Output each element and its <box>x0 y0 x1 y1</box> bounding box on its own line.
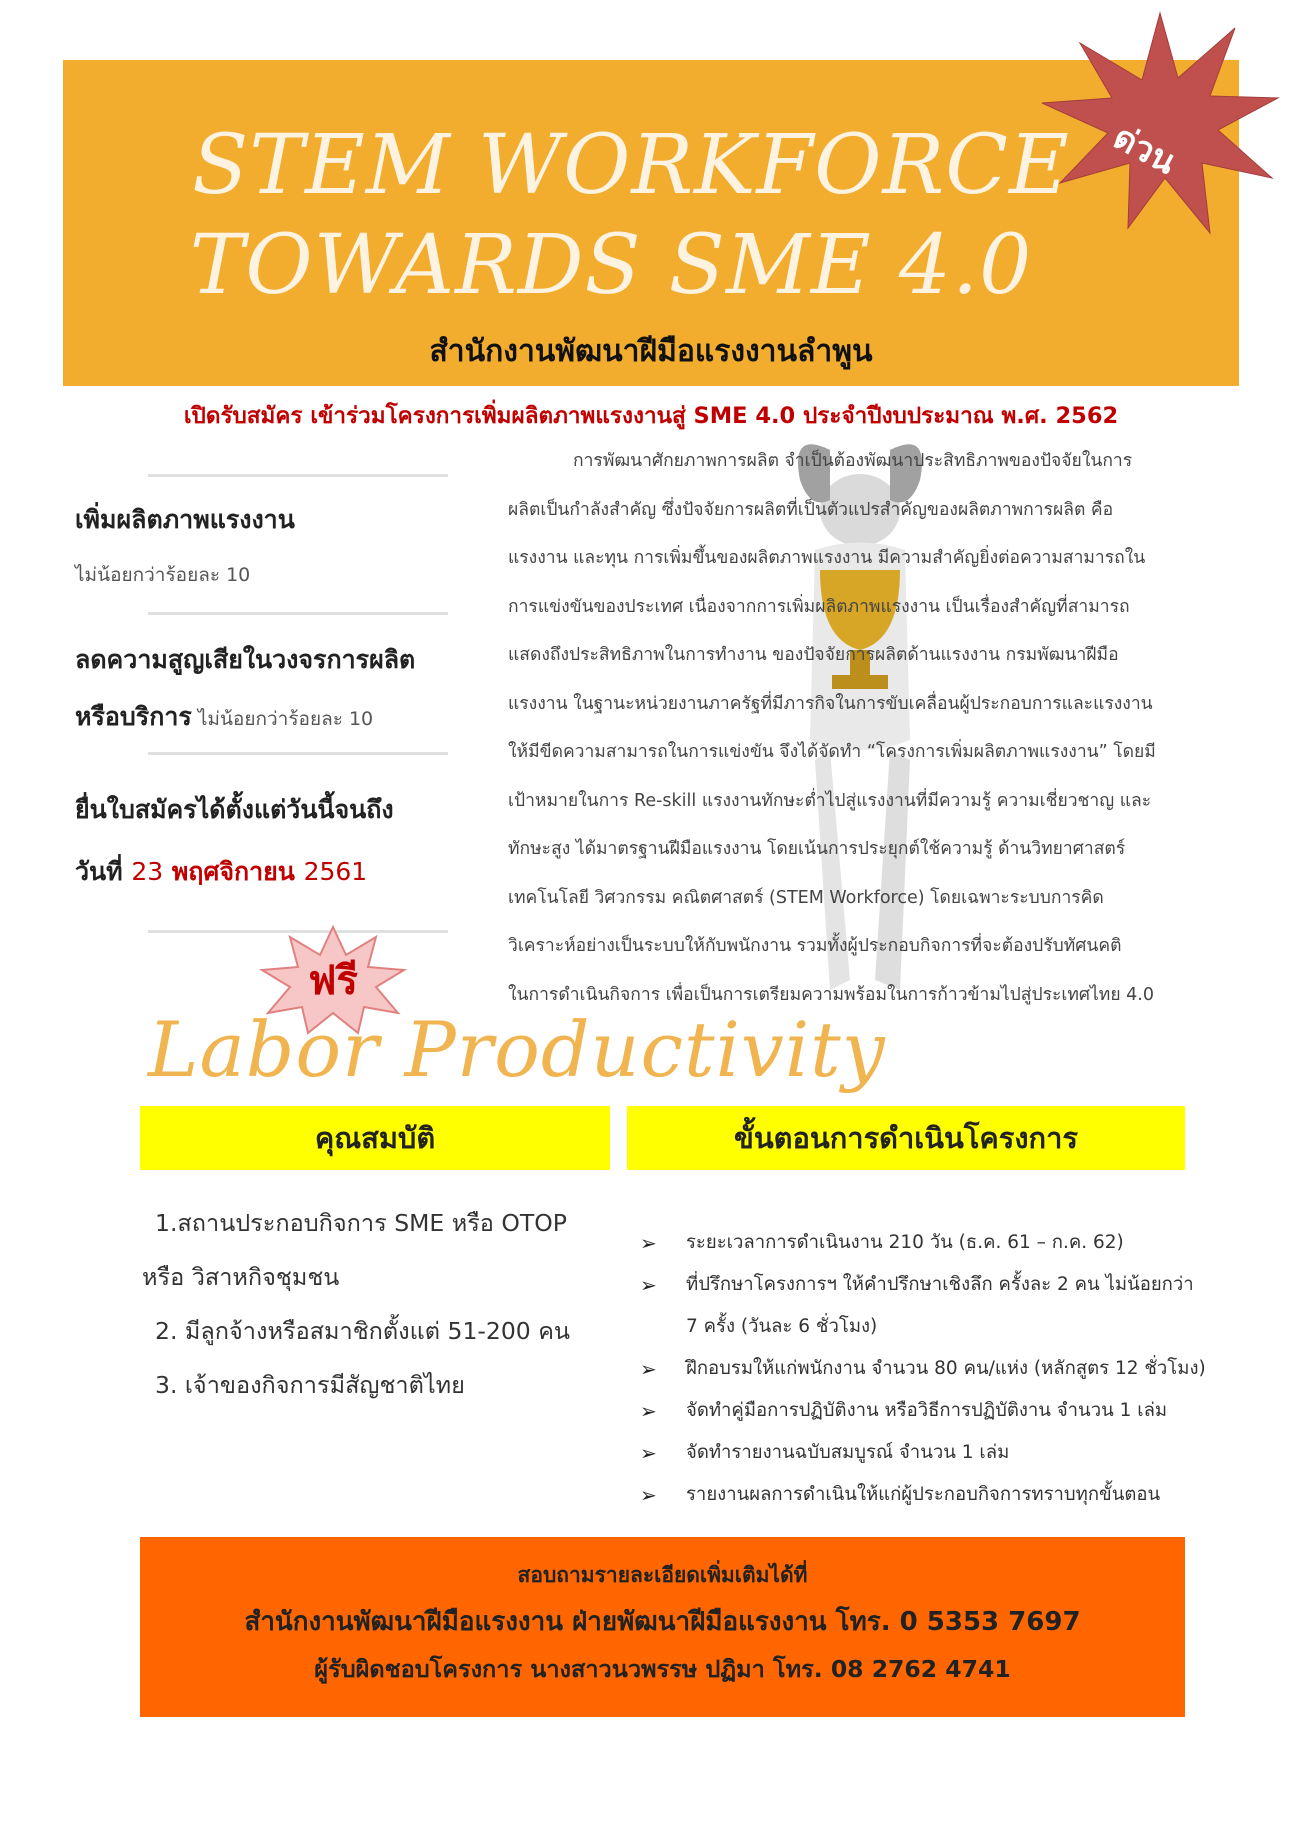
step-item <box>640 1390 1220 1432</box>
paragraph-line: แสดงถึงประสิทธิภาพในการทำงาน ของปัจจัยการผลิตด้านแรงงาน กรมพัฒนาฝีมือ <box>508 645 1119 665</box>
highlight-2-sub: ไม่น้อยกว่าร้อยละ 10 <box>191 708 374 730</box>
office-name: สำนักงานพัฒนาฝีมือแรงงานลำพูน <box>429 334 873 369</box>
paragraph-line: เทคโนโลยี วิศวกรรม คณิตศาสตร์ (STEM Workforce) โดยเฉพาะระบบการคิด <box>508 887 1104 908</box>
paragraph-line: การแข่งขันของประเทศ เนื่องจากการเพิ่มผลิตภาพแรงงาน เป็นเรื่องสำคัญที่สามารถ <box>508 596 1130 617</box>
steps-heading: ขั้นตอนการดำเนินโครงการ <box>627 1106 1185 1170</box>
arrow-bullet-icon: ➢ <box>640 1357 657 1381</box>
contact-person: ผู้รับผิดชอบโครงการ นางสาวนวพรรษ ปฏิมา โทร. 08 2762 4741 <box>314 1655 1011 1683</box>
free-label: ฟรี <box>308 958 358 1004</box>
paragraph-line: วิเคราะห์อย่างเป็นระบบให้กับพนักงาน รวมทั้งผู้ประกอบกิจการที่จะต้องปรับทัศนคติ <box>508 936 1122 956</box>
arrow-bullet-icon: ➢ <box>640 1273 657 1297</box>
paragraph-line: ผลิตเป็นกำลังสำคัญ ซึ่งปัจจัยการผลิตที่เป็นตัวแปรสำคัญของผลิตภาพการผลิต คือ <box>508 499 1114 520</box>
step-text: รายงานผลการดำเนินให้แก่ผู้ประกอบกิจการทราบทุกขั้นตอน <box>686 1484 1161 1505</box>
banner-title-line2: TOWARDS SME 4.0 <box>189 218 1033 313</box>
qualification-item: 1.สถานประกอบกิจการ SME หรือ OTOP <box>155 1209 567 1237</box>
step-item <box>640 1432 1220 1474</box>
qualification-item-cont: หรือ วิสาหกิจชุมชน <box>142 1263 340 1291</box>
contact-footer <box>140 1537 1185 1717</box>
step-text: ระยะเวลาการดำเนินงาน 210 วัน (ธ.ค. 61 – ก.ค. 62) <box>686 1232 1124 1253</box>
highlight-2-title-line2 <box>75 697 373 737</box>
arrow-bullet-icon: ➢ <box>640 1483 657 1507</box>
divider <box>148 474 448 477</box>
step-text: จัดทำรายงานฉบับสมบูรณ์ จำนวน 1 เล่ม <box>686 1442 1010 1463</box>
step-text: ฝึกอบรมให้แก่พนักงาน จำนวน 80 คน/แห่ง (หลักสูตร 12 ชั่วโมง) <box>686 1358 1206 1379</box>
qualifications-list <box>142 1196 570 1412</box>
step-item <box>640 1348 1220 1390</box>
step-text: จัดทำคู่มือการปฏิบัติงาน หรือวิธีการปฏิบัติงาน จำนวน 1 เล่ม <box>686 1400 1168 1421</box>
steps-list <box>640 1222 1220 1516</box>
date-day: 23 <box>131 857 164 886</box>
paragraph-line: ให้มีขีดความสามารถในการแข่งขัน จึงได้จัดทำ “โครงการเพิ่มผลิตภาพแรงงาน” โดยมี <box>508 742 1156 762</box>
urgent-label: ด่วน <box>1106 117 1183 183</box>
arrow-bullet-icon: ➢ <box>640 1231 657 1255</box>
step-item <box>640 1222 1220 1264</box>
contact-intro: สอบถามรายละเอียดเพิ่มเติมได้ที่ <box>517 1563 808 1587</box>
qualification-item: 3. เจ้าของกิจการมีสัญชาติไทย <box>155 1371 465 1399</box>
divider <box>148 612 448 615</box>
urgent-star-badge <box>1040 8 1280 238</box>
highlight-1-sub: ไม่น้อยกว่าร้อยละ 10 <box>75 564 251 586</box>
paragraph-line: แรงงาน และทุน การเพิ่มขึ้นของผลิตภาพแรงงาน มีความสำคัญยิ่งต่อความสามารถใน <box>508 548 1146 568</box>
paragraph-line: ในการดำเนินกิจการ เพื่อเป็นการเตรียมความพร้อมในการก้าวข้ามไปสู่ประเทศไทย 4.0 <box>508 984 1154 1005</box>
arrow-bullet-icon: ➢ <box>640 1441 657 1465</box>
paragraph-line: การพัฒนาศักยภาพการผลิต จำเป็นต้องพัฒนาประสิทธิภาพของปัจจัยในการ <box>573 451 1133 471</box>
qualifications-heading: คุณสมบัติ <box>140 1106 610 1170</box>
highlight-3-date <box>75 852 367 892</box>
intro-paragraph <box>508 437 1218 1019</box>
banner-title-line1: STEM WORKFORCE <box>192 118 1070 213</box>
step-text: ที่ปรึกษาโครงการฯ ให้คำปรึกษาเชิงลึก ครั้งละ 2 คน ไม่น้อยกว่า <box>686 1274 1194 1295</box>
date-year: 2561 <box>303 857 368 886</box>
qualification-item: 2. มีลูกจ้างหรือสมาชิกตั้งแต่ 51-200 คน <box>155 1317 570 1345</box>
date-month: พฤศจิกายน <box>163 857 304 886</box>
paragraph-line: ทักษะสูง ได้มาตรฐานฝีมือแรงงาน โดยเน้นการประยุกต์ใช้ความรู้ ด้านวิทยาศาสตร์ <box>508 839 1126 859</box>
date-prefix: วันที่ <box>75 857 132 886</box>
paragraph-line: แรงงาน ในฐานะหน่วยงานภาครัฐที่มีภารกิจในการขับเคลื่อนผู้ประกอบการและแรงงาน <box>508 693 1153 714</box>
step-item <box>640 1264 1220 1306</box>
divider <box>148 752 448 755</box>
announcement: เปิดรับสมัคร เข้าร่วมโครงการเพิ่มผลิตภาพแรงงานสู่ SME 4.0 ประจำปีงบประมาณ พ.ศ. 2562 <box>183 403 1119 429</box>
contact-office: สำนักงานพัฒนาฝีมือแรงงาน ฝ่ายพัฒนาฝีมือแรงงาน โทร. 0 5353 7697 <box>244 1607 1081 1637</box>
paragraph-line: เป้าหมายในการ Re-skill แรงงานทักษะต่ำไปสู่แรงงานที่มีความรู้ ความเชี่ยวชาญ และ <box>508 790 1152 811</box>
highlight-1-title: เพิ่มผลิตภาพแรงงาน <box>75 505 295 534</box>
labor-productivity-title: Labor Productivity <box>148 1005 886 1094</box>
highlight-2-title: ลดความสูญเสียในวงจรการผลิต <box>75 645 416 674</box>
arrow-bullet-icon: ➢ <box>640 1399 657 1423</box>
step-item <box>640 1474 1220 1516</box>
step-item-cont <box>640 1306 1220 1348</box>
highlight-2-title-cont: หรือบริการ <box>75 702 192 731</box>
highlight-3-title: ยื่นใบสมัครได้ตั้งแต่วันนี้จนถึง <box>75 795 394 824</box>
step-text: 7 ครั้ง (วันละ 6 ชั่วโมง) <box>686 1316 878 1337</box>
